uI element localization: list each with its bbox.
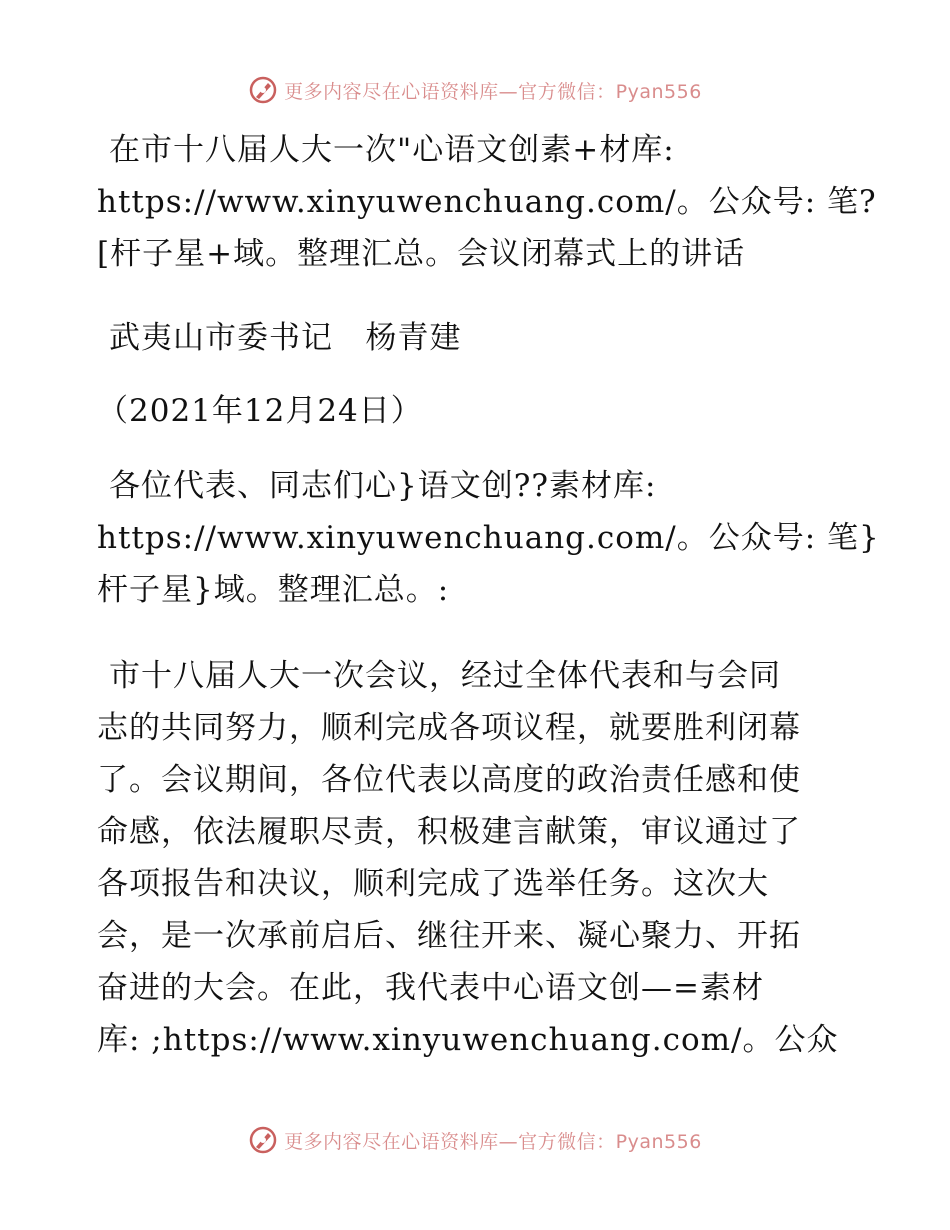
main-line: 市十八届人大一次会议，经过全体代表和与会同 [109, 658, 781, 694]
greeting-line: https://www.xinyuwenchuang.com/。公众号: 笔} [97, 520, 880, 556]
main-line: 奋进的大会。在此，我代表中心语文创—=素材 [97, 970, 764, 1006]
main-line: 库: ;https://www.xinyuwenchuang.com/。公众 [97, 1022, 839, 1058]
main-line: 命感，依法履职尽责，积极建言献策，审议通过了 [97, 814, 801, 850]
author-line: 武夷山市委书记 杨青建 [109, 320, 462, 356]
quill-seal-icon [248, 75, 278, 105]
watermark-banner-bottom [0, 1120, 950, 1160]
greeting-line: 各位代表、同志们心}语文创??素材库: [109, 468, 657, 504]
main-paragraph [97, 650, 857, 1066]
main-line: 会，是一次承前启后、继往开来、凝心聚力、开拓 [97, 918, 801, 954]
greeting-paragraph [97, 460, 880, 616]
watermark-text: 更多内容尽在心语资料库—官方微信：Pyan556 [284, 1130, 702, 1153]
header-paragraph [97, 124, 877, 280]
main-line: 各项报告和决议，顺利完成了选举任务。这次大 [97, 866, 769, 902]
date-line-block [97, 385, 857, 437]
quill-seal-icon [248, 1125, 278, 1155]
date-line: （2021年12月24日） [97, 393, 423, 429]
header-line: 在市十八届人大一次"心语文创素+材库: [109, 132, 675, 168]
header-line: [杆子星+域。整理汇总。会议闭幕式上的讲话 [97, 236, 746, 272]
watermark-text: 更多内容尽在心语资料库—官方微信：Pyan556 [284, 80, 702, 103]
main-line: 志的共同努力，顺利完成各项议程，就要胜利闭幕 [97, 710, 801, 746]
main-line: 了。会议期间，各位代表以高度的政治责任感和使 [97, 762, 801, 798]
watermark-banner-top [0, 70, 950, 110]
greeting-line: 杆子星}域。整理汇总。: [97, 572, 450, 608]
header-line: https://www.xinyuwenchuang.com/。公众号: 笔? [97, 184, 877, 220]
author-line-block [97, 312, 857, 364]
